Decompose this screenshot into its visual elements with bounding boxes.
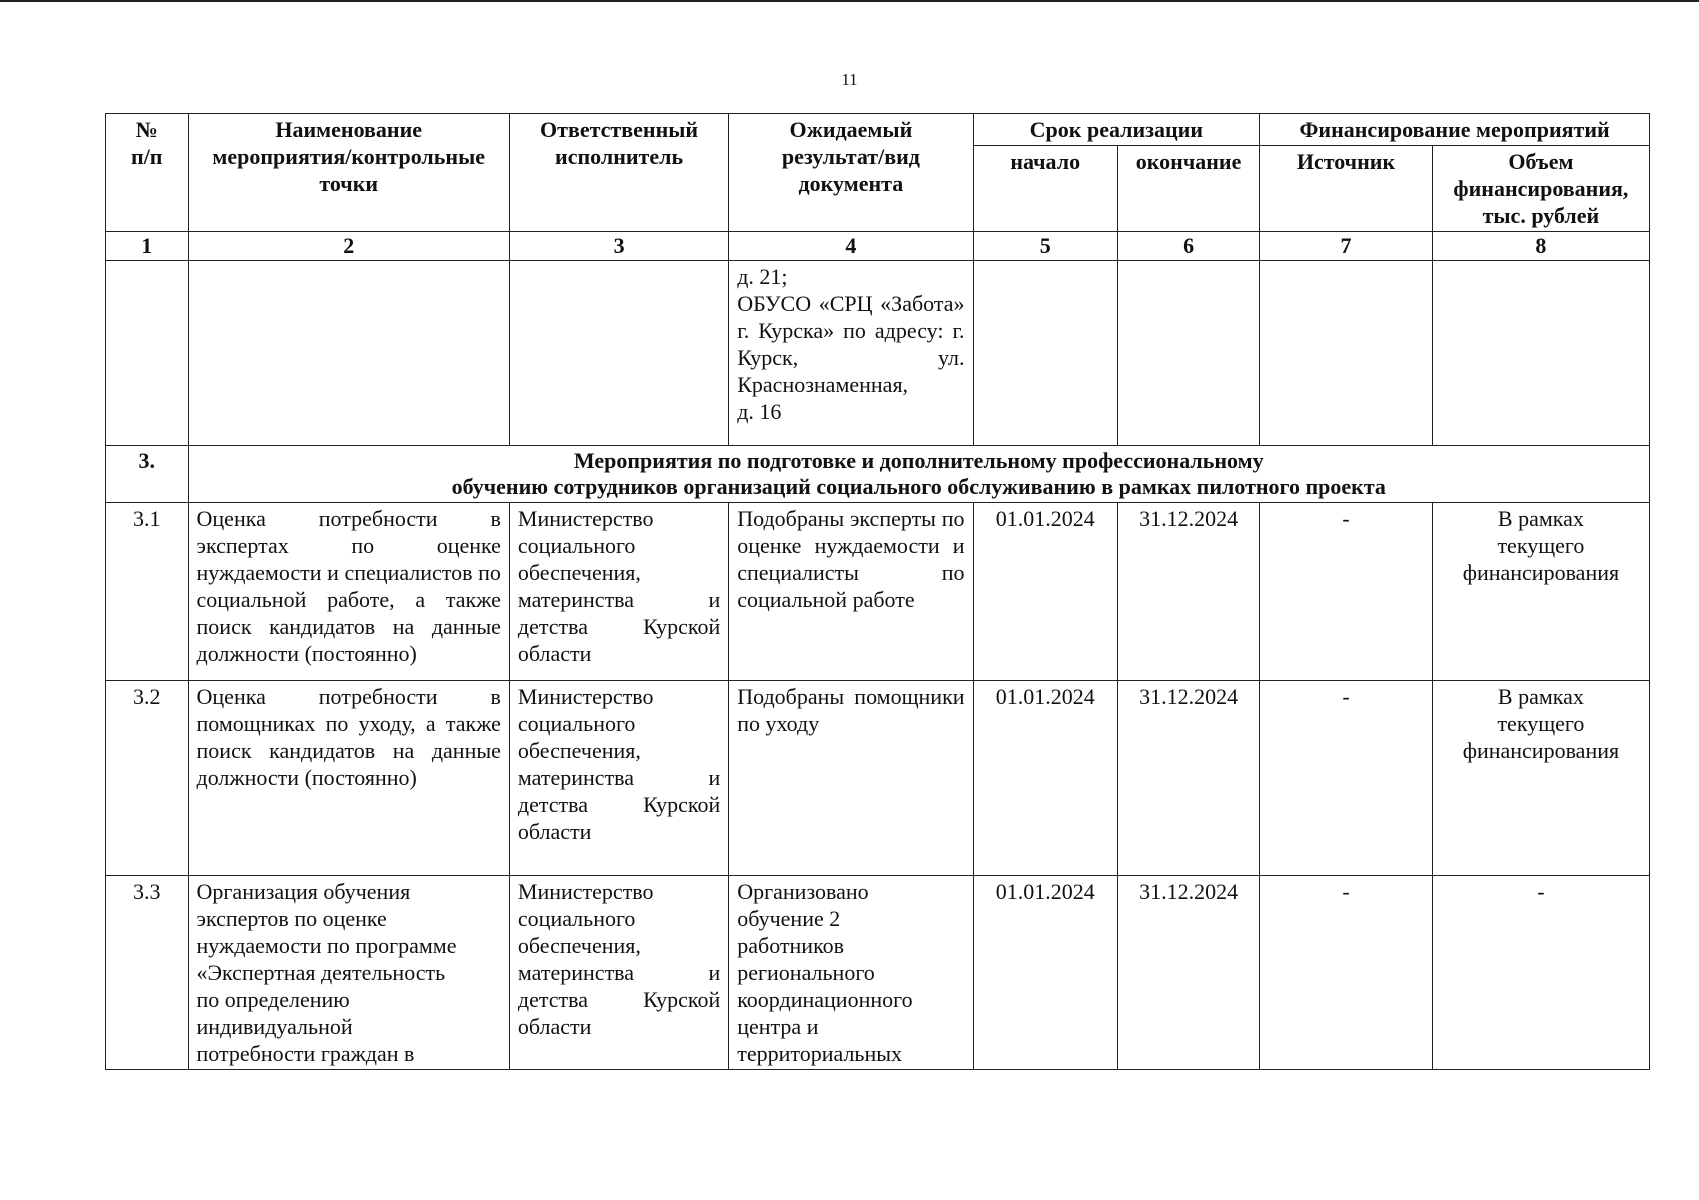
row-name: Организация обучения экспертов по оценке нуждаемости по программе «Экспертная деятельность по определению индивидуальной потребности граждан в xyxy=(188,876,509,1070)
column-number: 7 xyxy=(1260,232,1433,261)
header-result: Ожидаемый результат/вид документа xyxy=(729,114,973,232)
row-result: Подобраны помощники по уходу xyxy=(729,681,973,876)
column-number: 1 xyxy=(106,232,189,261)
row-source: - xyxy=(1260,503,1433,681)
row-executor: Министерство социального обеспечения, материнства и детства Курской области xyxy=(509,681,728,876)
header-row-1 xyxy=(106,114,1650,146)
header-start: начало xyxy=(973,146,1117,232)
column-number: 5 xyxy=(973,232,1117,261)
row-source: - xyxy=(1260,876,1433,1070)
column-number-row xyxy=(106,232,1650,261)
empty-cell xyxy=(1432,261,1649,446)
continuation-result: д. 21; ОБУСО «СРЦ «Забота» г. Курска» по адресу: г. Курск, ул. Краснознаменная, д. 16 xyxy=(729,261,973,446)
header-source: Источник xyxy=(1260,146,1433,232)
top-border-line xyxy=(0,0,1699,2)
header-end: окончание xyxy=(1117,146,1259,232)
row-name: Оценка потребности в экспертах по оценке нуждаемости и специалистов по социальной работе, а также поиск кандидатов на данные должности (постоянно) xyxy=(188,503,509,681)
section-title: Мероприятия по подготовке и дополнительному профессиональному обучению сотрудников организаций социального обслуживанию в рамках пилотного проекта xyxy=(188,446,1649,503)
row-volume: В рамках текущего финансирования xyxy=(1432,503,1649,681)
table-row xyxy=(106,503,1650,681)
section-number: 3. xyxy=(106,446,189,503)
table-row xyxy=(106,876,1650,1070)
header-volume: Объем финансирования, тыс. рублей xyxy=(1432,146,1649,232)
row-start-date: 01.01.2024 xyxy=(973,503,1117,681)
row-start-date: 01.01.2024 xyxy=(973,681,1117,876)
continuation-row xyxy=(106,261,1650,446)
row-number: 3.1 xyxy=(106,503,189,681)
row-number: 3.3 xyxy=(106,876,189,1070)
row-end-date: 31.12.2024 xyxy=(1117,503,1259,681)
column-number: 8 xyxy=(1432,232,1649,261)
row-name: Оценка потребности в помощниках по уходу, а также поиск кандидатов на данные должности (постоянно) xyxy=(188,681,509,876)
empty-cell xyxy=(509,261,728,446)
column-number: 4 xyxy=(729,232,973,261)
header-financing: Финансирование мероприятий xyxy=(1260,114,1650,146)
row-number: 3.2 xyxy=(106,681,189,876)
column-number: 3 xyxy=(509,232,728,261)
header-term: Срок реализации xyxy=(973,114,1260,146)
table-row xyxy=(106,681,1650,876)
section-row xyxy=(106,446,1650,503)
row-start-date: 01.01.2024 xyxy=(973,876,1117,1070)
row-end-date: 31.12.2024 xyxy=(1117,876,1259,1070)
row-executor: Министерство социального обеспечения, материнства и детства Курской области xyxy=(509,876,728,1070)
page-number: 11 xyxy=(841,70,858,89)
row-executor: Министерство социального обеспечения, материнства и детства Курской области xyxy=(509,503,728,681)
column-number: 6 xyxy=(1117,232,1259,261)
row-end-date: 31.12.2024 xyxy=(1117,681,1259,876)
row-result: Организовано обучение 2 работников регионального координационного центра и территориальных xyxy=(729,876,973,1070)
row-result: Подобраны эксперты по оценке нуждаемости и специалисты по социальной работе xyxy=(729,503,973,681)
row-source: - xyxy=(1260,681,1433,876)
empty-cell xyxy=(106,261,189,446)
header-name: Наименование мероприятия/контрольные точки xyxy=(188,114,509,232)
empty-cell xyxy=(188,261,509,446)
activities-table xyxy=(105,113,1650,1070)
row-volume: В рамках текущего финансирования xyxy=(1432,681,1649,876)
column-number: 2 xyxy=(188,232,509,261)
empty-cell xyxy=(1260,261,1433,446)
empty-cell xyxy=(1117,261,1259,446)
header-num: № п/п xyxy=(106,114,189,232)
row-volume: - xyxy=(1432,876,1649,1070)
header-executor: Ответственный исполнитель xyxy=(509,114,728,232)
empty-cell xyxy=(973,261,1117,446)
